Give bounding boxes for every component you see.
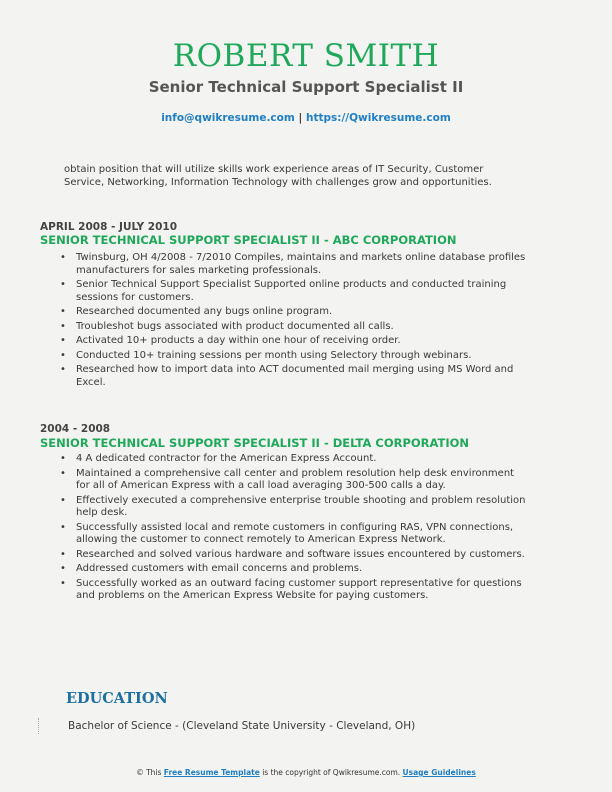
job-title-heading: Senior Technical Support Specialist II xyxy=(148,78,464,96)
bullet-icon: • xyxy=(60,349,66,361)
email-link[interactable]: info@qwikresume.com xyxy=(161,112,295,124)
list-item: • Twinsburg, OH 4/2008 - 7/2010 Compiles, maintains and markets online database profiles manufacturers for sales marketing professionals. xyxy=(60,252,526,276)
bullet-icon: • xyxy=(60,563,66,574)
list-item: • Senior Technical Support Specialist Supported online products and conducted training sessions for customers. xyxy=(60,279,507,303)
education-divider xyxy=(38,718,40,734)
free-resume-template-link[interactable]: Free Resume Template xyxy=(163,768,260,777)
bullet-icon: • xyxy=(60,548,66,560)
list-item: • Addressed customers with email concerns and problems. xyxy=(60,563,363,574)
job-1-title: SENIOR TECHNICAL SUPPORT SPECIALIST II - ABC CORPORATION xyxy=(40,233,457,247)
footer-prefix: © This xyxy=(136,768,162,777)
education-heading: EDUCATION xyxy=(66,690,168,707)
job-2-dates: 2004 - 2008 xyxy=(40,423,111,435)
job-1-dates: APRIL 2008 - JULY 2010 xyxy=(40,221,178,233)
summary-paragraph: obtain position that will utilize skills work experience areas of IT Security, Customer Service, Networking, Information Technology with challenges grow and opportunities. xyxy=(64,164,492,188)
list-item: • Troubleshot bugs associated with product documented all calls. xyxy=(60,320,394,332)
list-item: • 4 A dedicated contractor for the American Express Account. xyxy=(60,453,377,464)
job-1-bullets xyxy=(60,252,528,391)
list-item: • Researched how to import data into ACT documented mail merging using MS Word and Excel. xyxy=(60,364,514,388)
list-item: • Effectively executed a comprehensive enterprise trouble shooting and problem resolution help desk. xyxy=(60,494,526,518)
education-entry: Bachelor of Science - (Cleveland State University - Cleveland, OH) xyxy=(68,720,416,732)
bullet-icon: • xyxy=(60,306,66,317)
list-item: • Researched and solved various hardware and software issues encountered by customers. xyxy=(60,548,525,560)
website-link[interactable]: https://Qwikresume.com xyxy=(305,112,451,124)
bullet-icon: • xyxy=(60,453,66,464)
list-item: • Successfully assisted local and remote customers in configuring RAS, VPN connections, allowing the customer to connect remotely to American Express Network. xyxy=(60,521,514,545)
bullet-icon: • xyxy=(60,467,66,479)
contact-line xyxy=(0,112,612,124)
candidate-name: ROBERT SMITH xyxy=(172,38,440,74)
contact-separator: | xyxy=(298,112,303,124)
bullet-icon: • xyxy=(60,577,66,589)
bullet-icon: • xyxy=(60,521,66,533)
bullet-icon: • xyxy=(60,279,66,290)
bullet-icon: • xyxy=(60,335,66,346)
bullet-icon: • xyxy=(60,320,66,332)
list-item: • Activated 10+ products a day within one hour of receiving order. xyxy=(60,335,401,346)
job-2-bullets xyxy=(60,453,528,605)
list-item: • Successfully worked as an outward facing customer support representative for questions and problems on the American Express Website for paying customers. xyxy=(60,577,522,601)
job-2-title: SENIOR TECHNICAL SUPPORT SPECIALIST II - DELTA CORPORATION xyxy=(40,436,470,450)
bullet-icon: • xyxy=(60,494,66,506)
list-item: • Conducted 10+ training sessions per month using Selectory through webinars. xyxy=(60,349,472,361)
list-item: • Researched documented any bugs online program. xyxy=(60,306,333,317)
list-item: • Maintained a comprehensive call center and problem resolution help desk environment for all of American Express with a call load averaging 300-500 calls a day. xyxy=(60,467,515,491)
usage-guidelines-link[interactable]: Usage Guidelines xyxy=(402,768,476,777)
footer xyxy=(0,768,612,777)
footer-middle: is the copyright of Qwikresume.com. xyxy=(262,768,401,777)
bullet-icon: • xyxy=(60,252,66,263)
bullet-icon: • xyxy=(60,364,66,375)
